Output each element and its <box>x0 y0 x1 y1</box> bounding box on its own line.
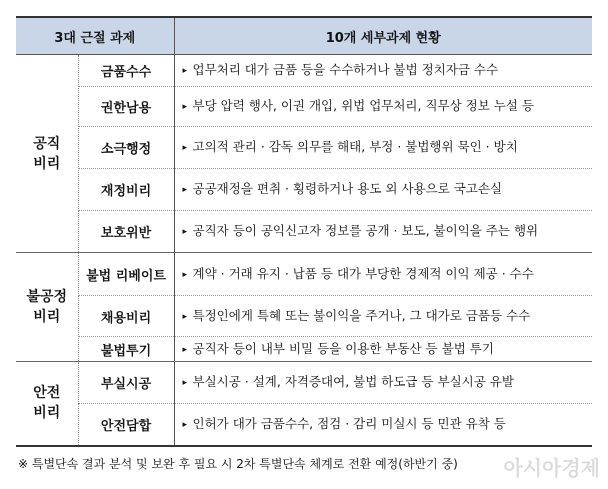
watermark-logo: 아시아경제 <box>503 456 600 480</box>
category-safety: 안전 비리 <box>16 362 78 446</box>
table-row <box>16 87 592 127</box>
subtask-desc: ▸ 고의적 관리 · 감독 의무를 해태, 부정 · 불법행위 묵인 · 방치 <box>174 127 592 169</box>
subtask-name: 불법 리베이트 <box>78 253 174 296</box>
subtask-desc: ▸ 공직자 등이 공익신고자 정보를 공개 · 보도, 불이익을 주는 행위 <box>174 211 592 253</box>
subtask-desc: ▸ 업무처리 대가 금품 등을 수수하거나 불법 정치자금 수수 <box>174 55 592 87</box>
subtask-name: 권한남용 <box>78 87 174 127</box>
subtask-desc: ▸ 계약 · 거래 유지 · 납품 등 대가 부당한 경제적 이익 제공 · 수수 <box>174 253 592 296</box>
table-row <box>16 169 592 211</box>
bullet-icon: ▸ <box>182 311 188 322</box>
bullet-icon: ▸ <box>182 143 188 153</box>
category-unfairness: 불공정 비리 <box>16 253 78 362</box>
bullet-icon: ▸ <box>182 378 188 388</box>
bullet-icon: ▸ <box>182 344 188 355</box>
table-row <box>16 211 592 253</box>
subtask-name: 보호위반 <box>78 211 174 253</box>
subtask-desc: ▸ 부당 압력 행사, 이권 개입, 위법 업무처리, 직무상 정보 누설 등 <box>174 87 592 127</box>
table-row <box>16 337 592 362</box>
subtask-name: 재정비리 <box>78 169 174 211</box>
table-row <box>16 296 592 337</box>
subtask-desc: ▸ 부실시공 · 설계, 자격증대여, 불법 하도급 등 부실시공 유발 <box>174 362 592 404</box>
subtask-desc: ▸ 공공재정을 편취 · 횡령하거나 용도 외 사용으로 국고손실 <box>174 169 592 211</box>
bullet-icon: ▸ <box>182 227 188 237</box>
category-public-office: 공직 비리 <box>16 55 78 253</box>
bullet-icon: ▸ <box>182 269 188 280</box>
header-three-tasks: 3대 근절 과제 <box>16 17 174 55</box>
footnote: ※ 특별단속 결과 분석 및 보완 후 필요 시 2차 특별단속 체계로 전환 예정(하반기 중) <box>18 457 458 471</box>
bullet-icon: ▸ <box>182 66 188 76</box>
header-ten-subtasks: 10개 세부과제 현황 <box>174 17 592 55</box>
bullet-icon: ▸ <box>182 419 188 430</box>
table-row <box>16 55 592 87</box>
subtask-name: 안전담합 <box>78 404 174 446</box>
corruption-task-table <box>16 16 592 447</box>
table-row <box>16 253 592 296</box>
subtask-name: 금품수수 <box>78 55 174 87</box>
subtask-desc: ▸ 공직자 등이 내부 비밀 등을 이용한 부동산 등 불법 투기 <box>174 337 592 362</box>
table-row <box>16 404 592 446</box>
subtask-name: 소극행정 <box>78 127 174 169</box>
subtask-desc: ▸ 인허가 대가 금품수수, 점검 · 감리 미실시 등 민관 유착 등 <box>174 404 592 446</box>
subtask-desc: ▸ 특정인에게 특혜 또는 불이익을 주거나, 그 대가로 금품등 수수 <box>174 296 592 337</box>
bullet-icon: ▸ <box>182 185 188 195</box>
table-row <box>16 362 592 404</box>
subtask-name: 불법투기 <box>78 337 174 362</box>
subtask-name: 부실시공 <box>78 362 174 404</box>
bullet-icon: ▸ <box>182 102 188 112</box>
table-row <box>16 127 592 169</box>
table-header-row <box>16 17 592 55</box>
subtask-name: 채용비리 <box>78 296 174 337</box>
